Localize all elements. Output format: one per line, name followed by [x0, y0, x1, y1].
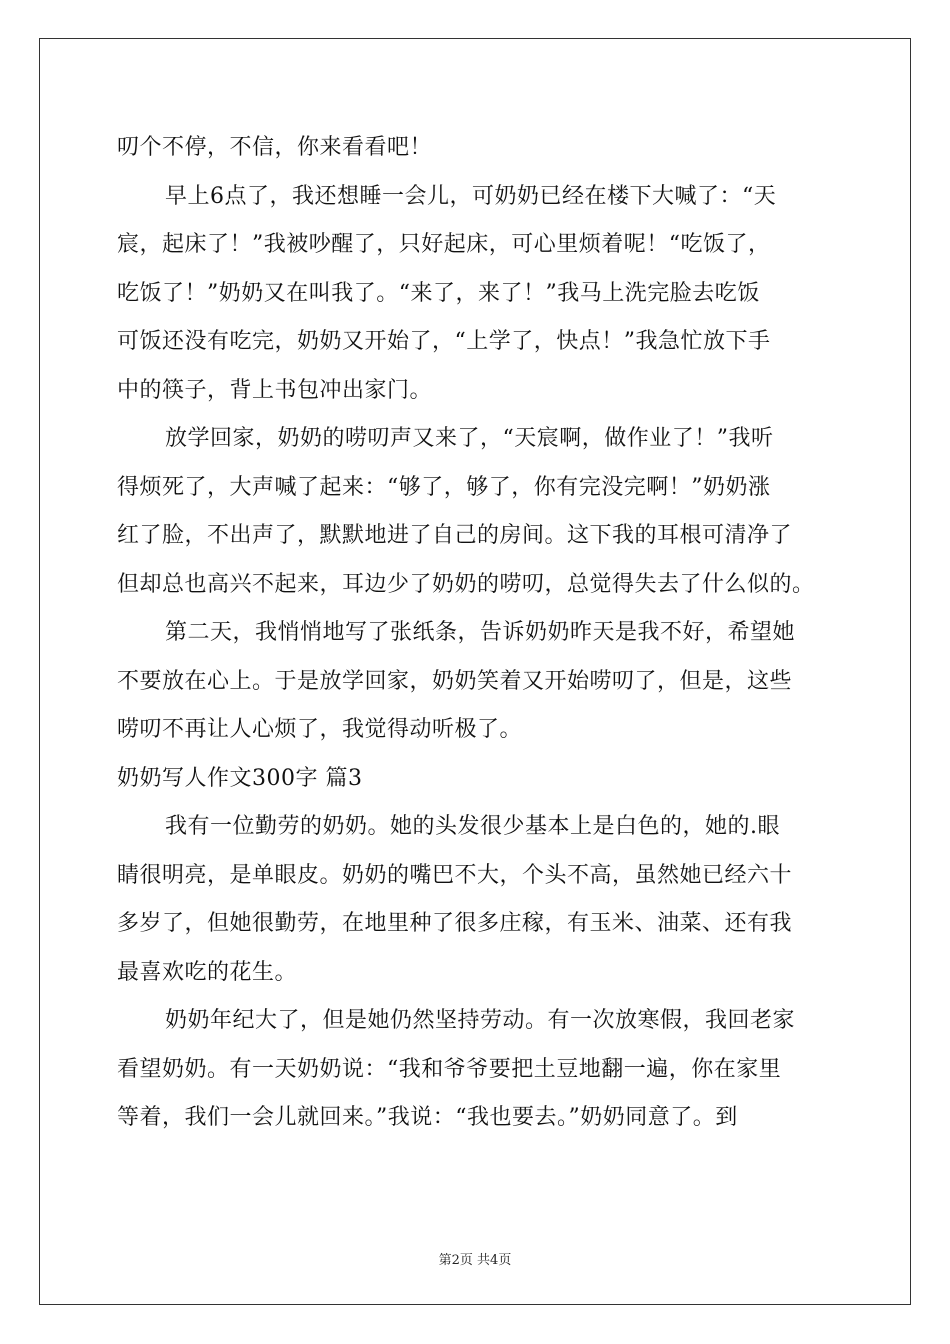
text-line: 睛很明亮，是单眼皮。奶奶的嘴巴不大，个头不高，虽然她已经六十 [117, 862, 793, 888]
text-line: 得烦死了，大声喊了起来：“够了，够了，你有完没完啊！”奶奶涨 [117, 474, 771, 500]
text-line: 吃饭了！”奶奶又在叫我了。“来了，来了！”我马上洗完脸去吃饭 [117, 280, 760, 306]
text-line: 多岁了，但她很勤劳，在地里种了很多庄稼，有玉米、油菜、还有我 [117, 911, 793, 936]
text-line: 中的筷子，背上书包冲出家门。 [117, 377, 433, 403]
section-heading: 奶奶写人作文300字 篇3 [117, 765, 363, 791]
text-line: 叨个不停，不信，你来看看吧！ [117, 135, 433, 160]
paragraph-start: 第二天，我悄悄地写了张纸条，告诉奶奶昨天是我不好，希望她 [165, 620, 796, 645]
text-line: 唠叨不再让人心烦了，我觉得动听极了。 [117, 717, 523, 742]
text-line: 不要放在心上。于是放学回家，奶奶笑着又开始唠叨了，但是，这些 [117, 668, 793, 694]
text-line: 但却总也高兴不起来，耳边少了奶奶的唠叨，总觉得失去了什么似的。 [117, 571, 815, 597]
text-line: 等着，我们一会儿就回来。”我说：“我也要去。”奶奶同意了。到 [117, 1105, 738, 1130]
text-line: 可饭还没有吃完，奶奶又开始了，“上学了，快点！”我急忙放下手 [117, 329, 771, 354]
text-line: 看望奶奶。有一天奶奶说：“我和爷爷要把土豆地翻一遍，你在家里 [117, 1056, 782, 1082]
paragraph-start: 我有一位勤劳的奶奶。她的头发很少基本上是白色的，她的.眼 [165, 814, 780, 839]
paragraph-start: 放学回家，奶奶的唠叨声又来了，“天宸啊，做作业了！”我听 [165, 426, 774, 451]
text-line: 红了脸，不出声了，默默地进了自己的房间。这下我的耳根可清净了 [117, 523, 793, 548]
page-number-footer: 第2页 共4页 [438, 1253, 512, 1268]
paragraph-start: 奶奶年纪大了，但是她仍然坚持劳动。有一次放寒假，我回老家 [165, 1008, 796, 1033]
paragraph-start: 早上6点了，我还想睡一会儿，可奶奶已经在楼下大喊了：“天 [165, 183, 777, 209]
text-line: 最喜欢吃的花生。 [117, 959, 298, 985]
document-body [117, 128, 857, 1147]
text-line: 宸，起床了！”我被吵醒了，只好起床，可心里烦着呢！“吃饭了， [117, 232, 771, 257]
